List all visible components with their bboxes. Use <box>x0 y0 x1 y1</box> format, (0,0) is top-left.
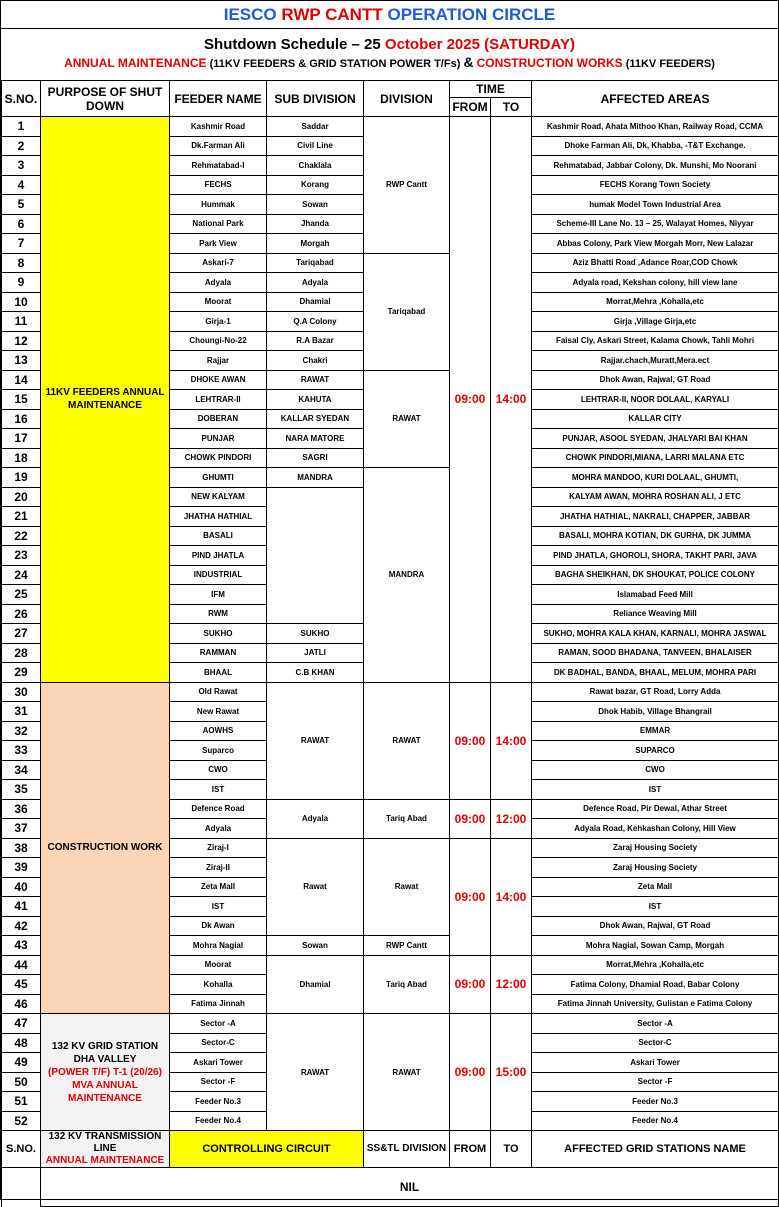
affected-area: PUNJAR, ASOOL SYEDAN, JHALYARI BAI KHAN <box>532 429 779 449</box>
feeder-name: Park View <box>170 234 267 254</box>
feeder-name: CHOWK PINDORI <box>170 448 267 468</box>
row-sno: 7 <box>2 234 41 254</box>
feeder-name: New Rawat <box>170 702 267 722</box>
row-sno: 48 <box>2 1033 41 1053</box>
schedule-date-line: Shutdown Schedule – 25 October 2025 (SATURDAY) <box>204 36 575 53</box>
division: RAWAT <box>364 370 450 468</box>
footer-nil: NIL <box>41 1168 779 1207</box>
affected-area: KALYAM AWAN, MOHRA ROSHAN ALI, J ETC <box>532 487 779 507</box>
footer-nil-blank <box>2 1168 41 1207</box>
row-sno: 26 <box>2 604 41 624</box>
sub-division: SUKHO <box>267 624 364 644</box>
affected-area: Islamabad Feed Mill <box>532 585 779 605</box>
affected-area: Dhok Awan, Rajwal, GT Road <box>532 916 779 936</box>
affected-area: PIND JHATLA, GHOROLI, SHORA, TAKHT PARI, JAVA <box>532 546 779 566</box>
col-feeder: FEEDER NAME <box>170 81 267 117</box>
feeder-name: PIND JHATLA <box>170 546 267 566</box>
sub-division: C.B KHAN <box>267 663 364 683</box>
feeder-name: AOWHS <box>170 721 267 741</box>
row-sno: 24 <box>2 565 41 585</box>
shutdown-table <box>1 80 779 1207</box>
table-row <box>2 682 779 702</box>
row-sno: 41 <box>2 897 41 917</box>
affected-area: Fatima Colony, Dhamial Road, Babar Colony <box>532 975 779 995</box>
affected-area: Reliance Weaving Mill <box>532 604 779 624</box>
document-title: IESCO RWP CANTT OPERATION CIRCLE <box>1 1 778 29</box>
affected-area: Zaraj Housing Society <box>532 858 779 878</box>
row-sno: 51 <box>2 1092 41 1112</box>
grid-station-maintenance: (POWER T/F) T-1 (20/26) MVA ANNUAL MAINTENANCE <box>48 1066 162 1104</box>
row-sno: 15 <box>2 390 41 410</box>
col-time: TIME <box>450 81 532 98</box>
affected-area: Mohra Nagial, Sowan Camp, Morgah <box>532 936 779 956</box>
sub-division: RAWAT <box>267 682 364 799</box>
row-sno: 30 <box>2 682 41 702</box>
sub-division: Chaklala <box>267 156 364 176</box>
affected-area: Faisal Cly, Askari Street, Kalama Chowk, Tahli Mohri <box>532 331 779 351</box>
row-sno: 8 <box>2 253 41 273</box>
feeder-name: SUKHO <box>170 624 267 644</box>
row-sno: 16 <box>2 409 41 429</box>
row-sno: 28 <box>2 643 41 663</box>
table-row <box>2 117 779 137</box>
row-sno: 29 <box>2 663 41 683</box>
feeder-name: Old Rawat <box>170 682 267 702</box>
feeder-name: Kohalla <box>170 975 267 995</box>
affected-area: Dhoke Farman Ali, Dk, Khabba, -T&T Exchange. <box>532 136 779 156</box>
affected-area: Feeder No.4 <box>532 1111 779 1131</box>
time-to: 15:00 <box>491 1014 532 1131</box>
affected-area: DK BADHAL, BANDA, BHAAL, MELUM, MOHRA PARI <box>532 663 779 683</box>
footer-affected: AFFECTED GRID STATIONS NAME <box>532 1131 779 1168</box>
schedule-body <box>2 117 779 1131</box>
sub-division <box>267 487 364 624</box>
sub-division: Korang <box>267 175 364 195</box>
feeder-name: Feeder No.4 <box>170 1111 267 1131</box>
row-sno: 52 <box>2 1111 41 1131</box>
sub-division: NARA MATORE <box>267 429 364 449</box>
row-sno: 25 <box>2 585 41 605</box>
row-sno: 14 <box>2 370 41 390</box>
feeder-name: Zeta Mall <box>170 877 267 897</box>
affected-area: Aziz Bhatti Road ,Adance Roar,COD Chowk <box>532 253 779 273</box>
row-sno: 9 <box>2 273 41 293</box>
affected-area: BASALI, MOHRA KOTIAN, DK GURHA, DK JUMMA <box>532 526 779 546</box>
sub-division: R.A Bazar <box>267 331 364 351</box>
affected-area: Rawat bazar, GT Road, Lorry Adda <box>532 682 779 702</box>
sub-division: KALLAR SYEDAN <box>267 409 364 429</box>
row-sno: 44 <box>2 955 41 975</box>
feeder-name: Rehmatabad-I <box>170 156 267 176</box>
time-from: 09:00 <box>450 799 491 838</box>
feeder-name: JHATHA HATHIAL <box>170 507 267 527</box>
row-sno: 22 <box>2 526 41 546</box>
feeder-name: Adyala <box>170 273 267 293</box>
time-to: 14:00 <box>491 682 532 799</box>
feeder-name: INDUSTRIAL <box>170 565 267 585</box>
row-sno: 31 <box>2 702 41 722</box>
affected-area: Morrat,Mehra ,Kohalla,etc <box>532 292 779 312</box>
division: RAWAT <box>364 682 450 799</box>
footer-sno: S.NO. <box>2 1131 41 1168</box>
affected-area: Scheme-III Lane No. 13 – 25, Walayat Homes, Niyyar <box>532 214 779 234</box>
feeder-name: LEHTRAR-II <box>170 390 267 410</box>
feeder-name: Dk.Farman Ali <box>170 136 267 156</box>
row-sno: 47 <box>2 1014 41 1034</box>
affected-area: CWO <box>532 760 779 780</box>
purpose-cell: 11KV FEEDERS ANNUAL MAINTENANCE <box>41 117 170 683</box>
affected-area: IST <box>532 780 779 800</box>
sub-division: Adyala <box>267 799 364 838</box>
row-sno: 37 <box>2 819 41 839</box>
feeder-name: Askari-7 <box>170 253 267 273</box>
row-sno: 4 <box>2 175 41 195</box>
division: Tariqabad <box>364 253 450 370</box>
row-sno: 20 <box>2 487 41 507</box>
row-sno: 50 <box>2 1072 41 1092</box>
affected-area: RAMAN, SOOD BHADANA, TANVEEN, BHALAISER <box>532 643 779 663</box>
col-areas: AFFECTED AREAS <box>532 81 779 117</box>
sub-division: MANDRA <box>267 468 364 488</box>
row-sno: 10 <box>2 292 41 312</box>
sub-division: JATLI <box>267 643 364 663</box>
affected-area: Rajjar.chach,Muratt,Mera.ect <box>532 351 779 371</box>
feeder-name: Dk Awan <box>170 916 267 936</box>
feeder-name: Girja-1 <box>170 312 267 332</box>
row-sno: 40 <box>2 877 41 897</box>
feeder-name: RAMMAN <box>170 643 267 663</box>
row-sno: 38 <box>2 838 41 858</box>
affected-area: Sector -A <box>532 1014 779 1034</box>
row-sno: 3 <box>2 156 41 176</box>
sub-division: Dhamial <box>267 955 364 1014</box>
feeder-name: IFM <box>170 585 267 605</box>
feeder-name: Adyala <box>170 819 267 839</box>
affected-area: Defence Road, Pir Dewal, Athar Street <box>532 799 779 819</box>
row-sno: 36 <box>2 799 41 819</box>
sub-division: Jhanda <box>267 214 364 234</box>
affected-area: Adyala Road, Kehkashan Colony, Hill View <box>532 819 779 839</box>
purpose-cell: CONSTRUCTION WORK <box>41 682 170 1014</box>
footer-division: SS&TL DIVISION <box>364 1131 450 1168</box>
sub-division: KAHUTA <box>267 390 364 410</box>
affected-area: Dhok Awan, Rajwal, GT Road <box>532 370 779 390</box>
feeder-name: Choungi-No-22 <box>170 331 267 351</box>
sub-division: Saddar <box>267 117 364 137</box>
feeder-name: Askari Tower <box>170 1053 267 1073</box>
division: RWP Cantt <box>364 117 450 254</box>
row-sno: 32 <box>2 721 41 741</box>
row-sno: 2 <box>2 136 41 156</box>
affected-area: Abbas Colony, Park View Morgah Morr, New Lalazar <box>532 234 779 254</box>
affected-area: Zaraj Housing Society <box>532 838 779 858</box>
division: Tariq Abad <box>364 799 450 838</box>
affected-area: Sector-C <box>532 1033 779 1053</box>
grid-station-label: 132 KV GRID STATION DHA VALLEY <box>51 1040 159 1065</box>
feeder-name: RWM <box>170 604 267 624</box>
row-sno: 27 <box>2 624 41 644</box>
row-sno: 17 <box>2 429 41 449</box>
col-purpose: PURPOSE OF SHUT DOWN <box>41 81 170 117</box>
footer-from: FROM <box>450 1131 491 1168</box>
affected-area: JHATHA HATHIAL, NAKRALI, CHAPPER, JABBAR <box>532 507 779 527</box>
feeder-name: PUNJAR <box>170 429 267 449</box>
col-to: TO <box>491 98 532 117</box>
time-to: 12:00 <box>491 955 532 1014</box>
division: Tariq Abad <box>364 955 450 1014</box>
affected-area: Rehmatabad, Jabbar Colony, Dk. Munshi, Mo Noorani <box>532 156 779 176</box>
row-sno: 49 <box>2 1053 41 1073</box>
sub-division: Adyala <box>267 273 364 293</box>
feeder-name: Fatima Jinnah <box>170 994 267 1014</box>
time-from: 09:00 <box>450 117 491 683</box>
feeder-name: Ziraj-II <box>170 858 267 878</box>
row-sno: 34 <box>2 760 41 780</box>
feeder-name: Sector -A <box>170 1014 267 1034</box>
sub-division: Q.A Colony <box>267 312 364 332</box>
col-sno: S.NO. <box>2 81 41 117</box>
affected-area: humak Model Town Industrial Area <box>532 195 779 215</box>
affected-area: SUPARCO <box>532 741 779 761</box>
affected-area: Girja ,Village Girja,etc <box>532 312 779 332</box>
division: RWP Cantt <box>364 936 450 956</box>
affected-area: Askari Tower <box>532 1053 779 1073</box>
sub-division: RAWAT <box>267 370 364 390</box>
row-sno: 18 <box>2 448 41 468</box>
feeder-name: DHOKE AWAN <box>170 370 267 390</box>
sub-division: Morgah <box>267 234 364 254</box>
schedule-scope-line: ANNUAL MAINTENANCE (11KV FEEDERS & GRID STATION POWER T/Fs) & CONSTRUCTION WORKS (11KV FEEDERS) <box>64 54 715 70</box>
division: MANDRA <box>364 468 450 683</box>
row-sno: 35 <box>2 780 41 800</box>
feeder-name: Mohra Nagial <box>170 936 267 956</box>
time-to: 14:00 <box>491 117 532 683</box>
sub-division: SAGRI <box>267 448 364 468</box>
affected-area: Adyala road, Kekshan colony, hill view lane <box>532 273 779 293</box>
col-subdivision: SUB DIVISION <box>267 81 364 117</box>
affected-area: Fatima Jinnah University, Gulistan e Fatima Colony <box>532 994 779 1014</box>
affected-area: Kashmir Road, Ahata Mithoo Khan, Railway Road, CCMA <box>532 117 779 137</box>
feeder-name: Sector -F <box>170 1072 267 1092</box>
feeder-name: Moorat <box>170 292 267 312</box>
affected-area: BAGHA SHEIKHAN, DK SHOUKAT, POLICE COLONY <box>532 565 779 585</box>
affected-area: Zeta Mall <box>532 877 779 897</box>
footer-controlling-circuit: CONTROLLING CIRCUIT <box>170 1131 364 1168</box>
division: RAWAT <box>364 1014 450 1131</box>
affected-area: Sector -F <box>532 1072 779 1092</box>
time-from: 09:00 <box>450 838 491 955</box>
row-sno: 23 <box>2 546 41 566</box>
col-division: DIVISION <box>364 81 450 117</box>
affected-area: LEHTRAR-II, NOOR DOLAAL, KARYALI <box>532 390 779 410</box>
affected-area: FECHS Korang Town Society <box>532 175 779 195</box>
feeder-name: IST <box>170 897 267 917</box>
schedule-subheader <box>1 29 778 75</box>
division: Rawat <box>364 838 450 936</box>
affected-area: MOHRA MANDOO, KURI DOLAAL, GHUMTI, <box>532 468 779 488</box>
row-sno: 43 <box>2 936 41 956</box>
time-from: 09:00 <box>450 1014 491 1131</box>
row-sno: 33 <box>2 741 41 761</box>
feeder-name: IST <box>170 780 267 800</box>
sub-division: Dhamial <box>267 292 364 312</box>
feeder-name: National Park <box>170 214 267 234</box>
sub-division: RAWAT <box>267 1014 364 1131</box>
sub-division: Sowan <box>267 936 364 956</box>
affected-area: Feeder No.3 <box>532 1092 779 1112</box>
feeder-name: Kashmir Road <box>170 117 267 137</box>
footer-transmission: 132 KV TRANSMISSION LINE ANNUAL MAINTENANCE <box>41 1131 170 1168</box>
row-sno: 21 <box>2 507 41 527</box>
feeder-name: Rajjar <box>170 351 267 371</box>
affected-area: KALLAR CITY <box>532 409 779 429</box>
row-sno: 1 <box>2 117 41 137</box>
row-sno: 19 <box>2 468 41 488</box>
feeder-name: Suparco <box>170 741 267 761</box>
row-sno: 5 <box>2 195 41 215</box>
time-from: 09:00 <box>450 955 491 1014</box>
feeder-name: BASALI <box>170 526 267 546</box>
affected-area: SUKHO, MOHRA KALA KHAN, KARNALI, MOHRA JASWAL <box>532 624 779 644</box>
footer-to: TO <box>491 1131 532 1168</box>
row-sno: 46 <box>2 994 41 1014</box>
affected-area: EMMAR <box>532 721 779 741</box>
purpose-cell <box>41 1014 170 1131</box>
sub-division: Civil Line <box>267 136 364 156</box>
feeder-name: Defence Road <box>170 799 267 819</box>
affected-area: Morrat,Mehra ,Kohalla,etc <box>532 955 779 975</box>
time-to: 14:00 <box>491 838 532 955</box>
time-to: 12:00 <box>491 799 532 838</box>
feeder-name: GHUMTI <box>170 468 267 488</box>
affected-area: Dhok Habib, Village Bhangrail <box>532 702 779 722</box>
row-sno: 11 <box>2 312 41 332</box>
feeder-name: Hummak <box>170 195 267 215</box>
row-sno: 12 <box>2 331 41 351</box>
sub-division: Tariqabad <box>267 253 364 273</box>
feeder-name: Sector-C <box>170 1033 267 1053</box>
feeder-name: Feeder No.3 <box>170 1092 267 1112</box>
table-row <box>2 1014 779 1034</box>
feeder-name: Moorat <box>170 955 267 975</box>
affected-area: CHOWK PINDORI,MIANA, LARRI MALANA ETC <box>532 448 779 468</box>
feeder-name: Ziraj-I <box>170 838 267 858</box>
sub-division: Sowan <box>267 195 364 215</box>
row-sno: 42 <box>2 916 41 936</box>
row-sno: 6 <box>2 214 41 234</box>
affected-area: IST <box>532 897 779 917</box>
row-sno: 39 <box>2 858 41 878</box>
sub-division: Rawat <box>267 838 364 936</box>
feeder-name: FECHS <box>170 175 267 195</box>
feeder-name: BHAAL <box>170 663 267 683</box>
col-from: FROM <box>450 98 491 117</box>
row-sno: 45 <box>2 975 41 995</box>
feeder-name: CWO <box>170 760 267 780</box>
time-from: 09:00 <box>450 682 491 799</box>
sub-division: Chakri <box>267 351 364 371</box>
feeder-name: NEW KALYAM <box>170 487 267 507</box>
row-sno: 13 <box>2 351 41 371</box>
feeder-name: DOBERAN <box>170 409 267 429</box>
